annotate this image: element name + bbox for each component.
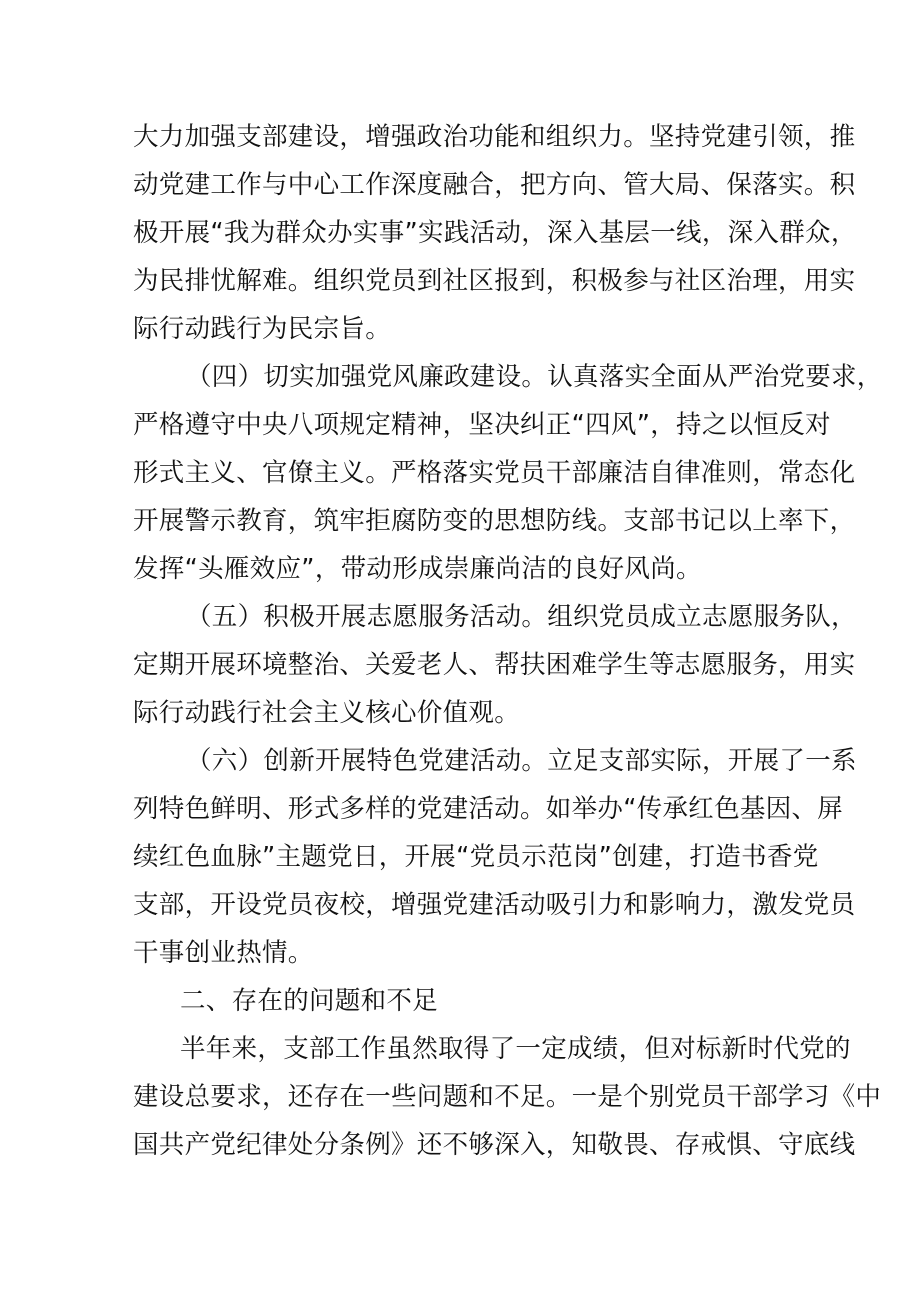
text-line: 形式主义、官僚主义。严格落实党员干部廉洁自律准则，常态化 bbox=[133, 458, 856, 488]
text-line: 极开展“我为群众办实事”实践活动，深入基层一线，深入群众， bbox=[133, 218, 857, 248]
text-line: 国共产党纪律处分条例》还不够深入，知敬畏、存戒惧、守底线 bbox=[133, 1130, 856, 1160]
text-line: 开展警示教育，筑牢拒腐防变的思想防线。支部书记以上率下， bbox=[133, 506, 856, 536]
text-line: 建设总要求，还存在一些问题和不足。一是个别党员干部学习《中 bbox=[133, 1082, 882, 1112]
text-line: 定期开展环境整治、关爱老人、帮扶困难学生等志愿服务，用实 bbox=[133, 650, 856, 680]
text-line: 际行动践行社会主义核心价值观。 bbox=[133, 698, 521, 728]
text-line: 半年来，支部工作虽然取得了一定成绩，但对标新时代党的 bbox=[180, 1034, 851, 1064]
section-heading: 二、存在的问题和不足 bbox=[180, 986, 439, 1016]
text-line: 续红色血脉”主题党日，开展“党员示范岗”创建，打造书香党 bbox=[133, 842, 819, 872]
text-line: 支部，开设党员夜校，增强党建活动吸引力和影响力，激发党员 bbox=[133, 890, 856, 920]
text-line: 动党建工作与中心工作深度融合，把方向、管大局、保落实。积 bbox=[133, 170, 856, 200]
text-line: 为民排忧解难。组织党员到社区报到，积极参与社区治理，用实 bbox=[133, 266, 856, 296]
paragraph-heading-6: （六）创新开展特色党建活动。立足支部实际，开展了一系 bbox=[186, 746, 857, 776]
text-line: 际行动践行为民宗旨。 bbox=[133, 314, 392, 344]
text-line: 大力加强支部建设，增强政治功能和组织力。坚持党建引领，推 bbox=[133, 122, 856, 152]
paragraph-heading-5: （五）积极开展志愿服务活动。组织党员成立志愿服务队， bbox=[186, 602, 857, 632]
text-line: 列特色鲜明、形式多样的党建活动。如举办“传承红色基因、屏 bbox=[133, 794, 844, 824]
text-line: 干事创业热情。 bbox=[133, 938, 314, 968]
text-line: 严格遵守中央八项规定精神，坚决纠正“四风”，持之以恒反对 bbox=[133, 410, 831, 440]
paragraph-heading-4: （四）切实加强党风廉政建设。认真落实全面从严治党要求， bbox=[186, 362, 883, 392]
text-line: 发挥“头雁效应”，带动形成崇廉尚洁的良好风尚。 bbox=[133, 554, 702, 584]
